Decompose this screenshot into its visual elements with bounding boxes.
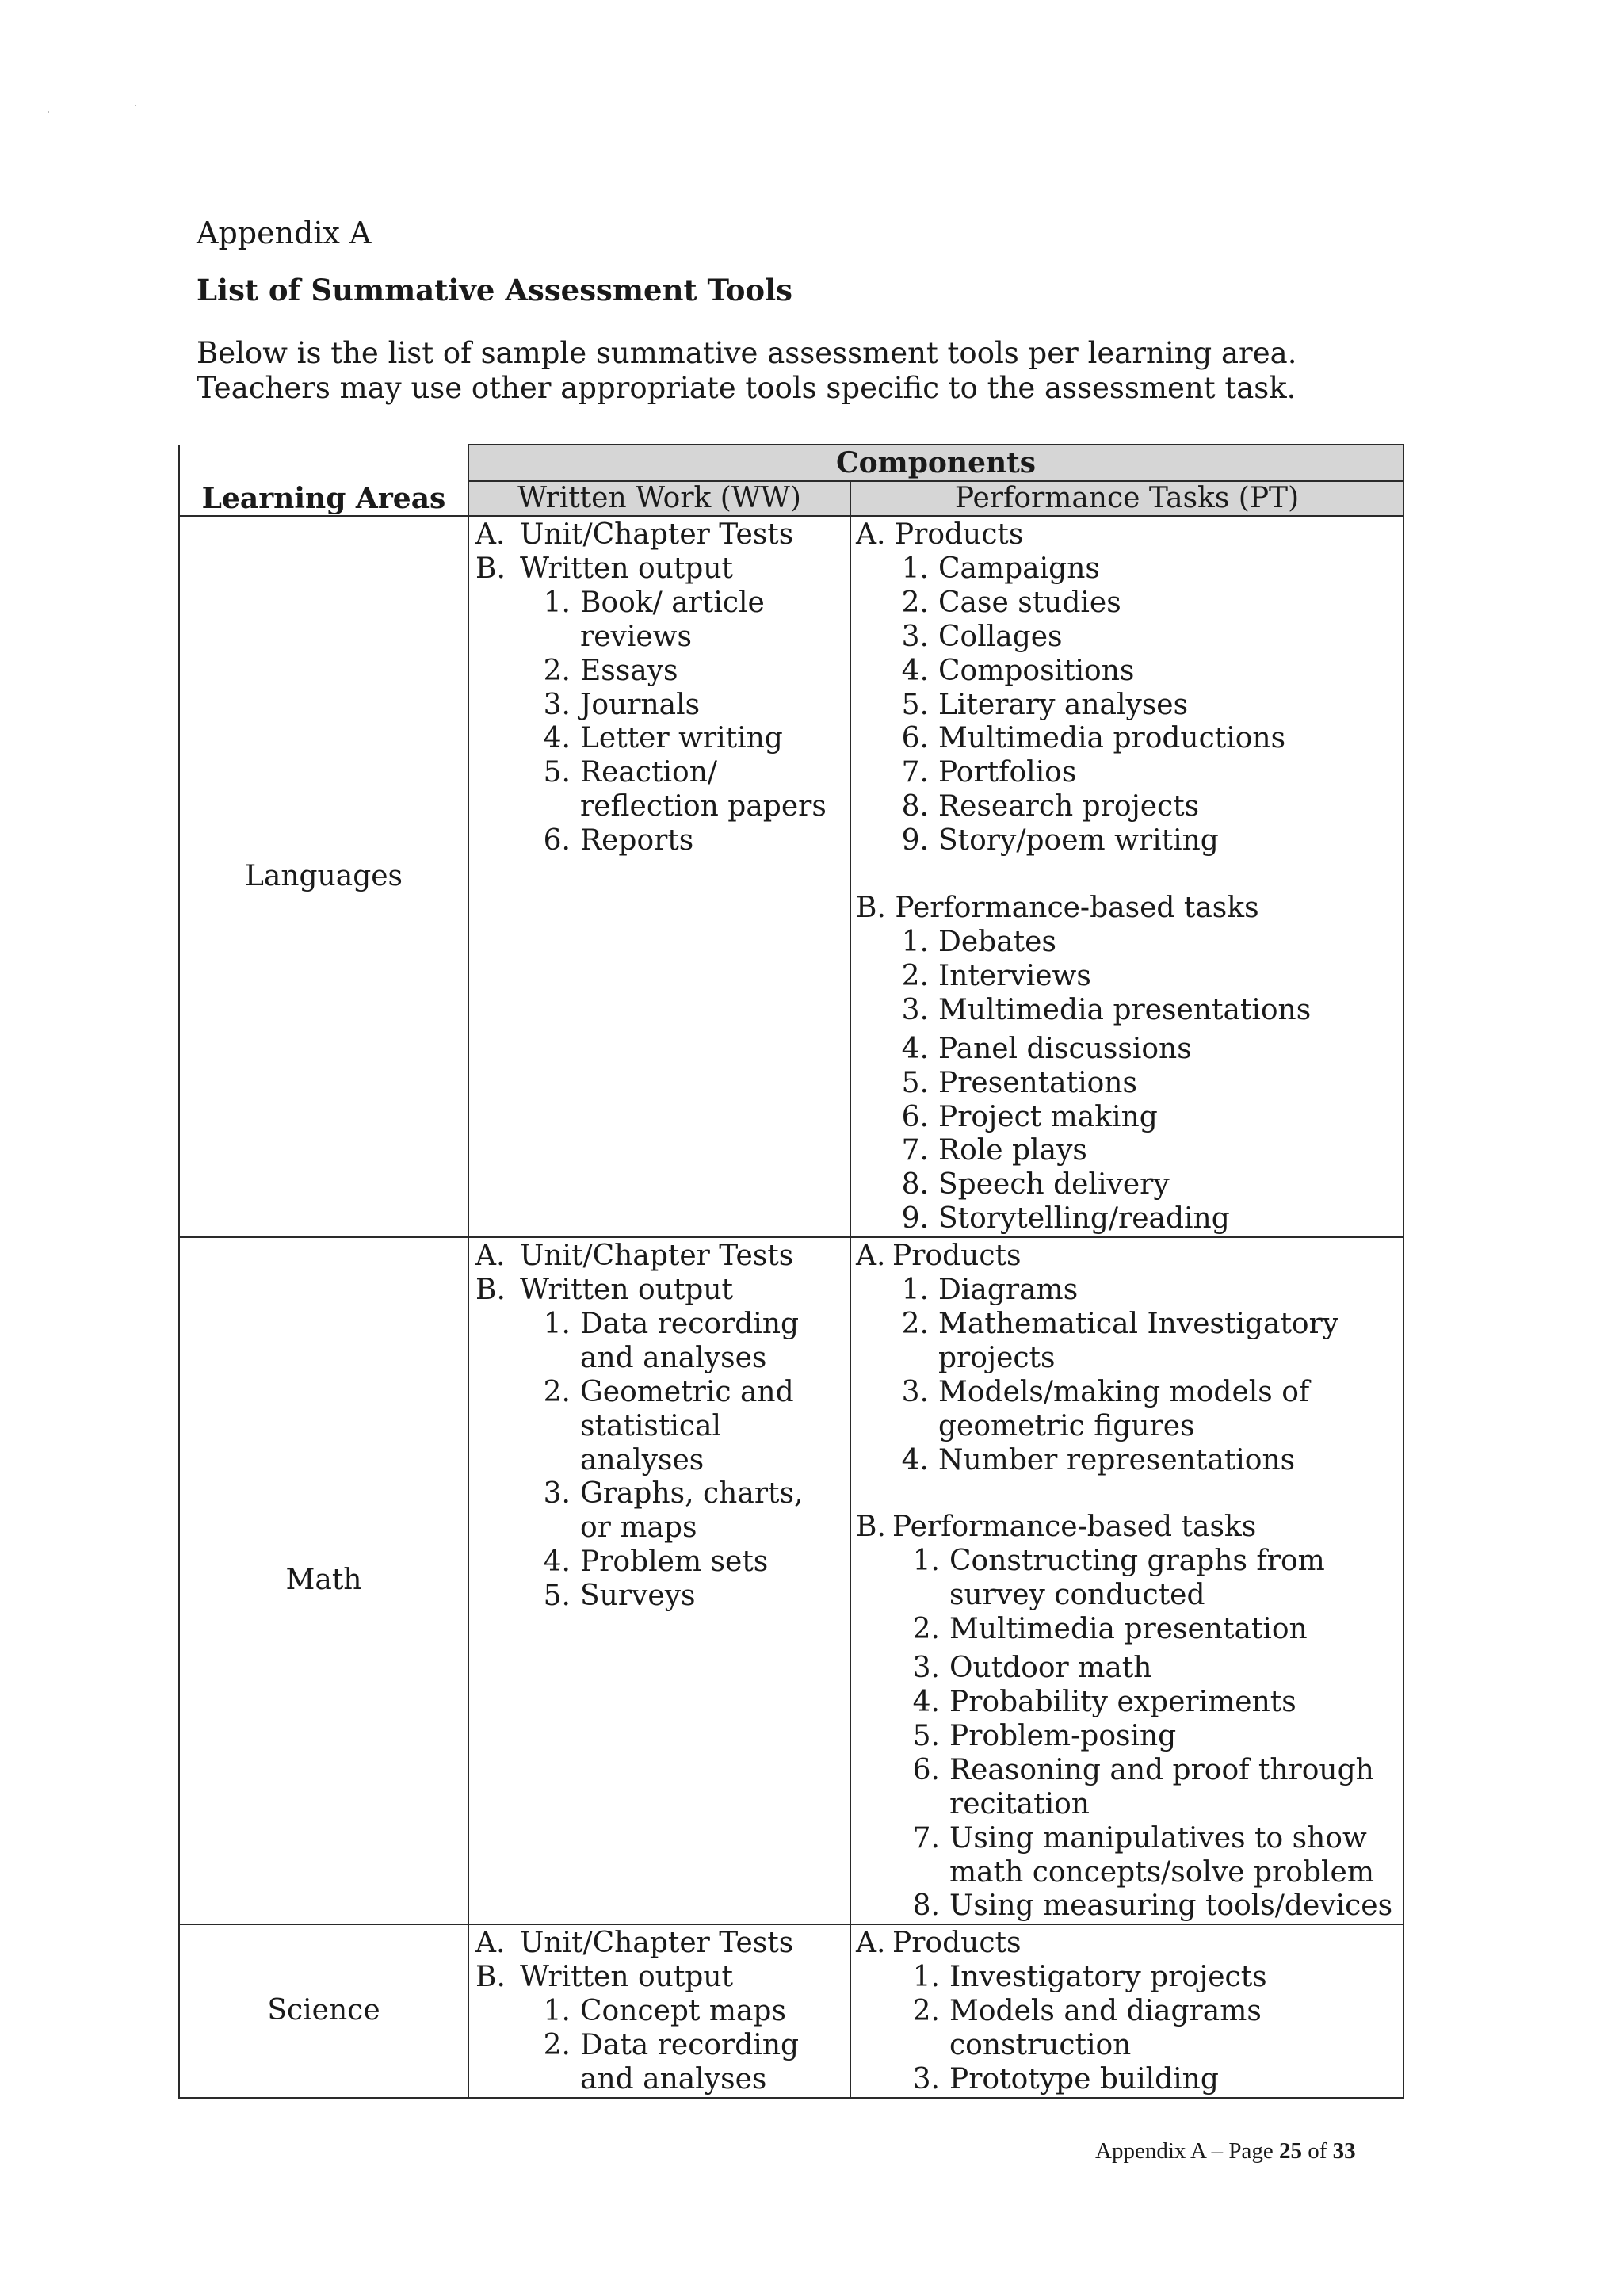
list-item: Unit/Chapter Tests bbox=[520, 1927, 794, 1960]
intro-line: Below is the list of sample summative assessment tools per learning area. bbox=[197, 336, 1297, 370]
list-item: Written output bbox=[520, 552, 733, 585]
list-marker: 5. bbox=[543, 1580, 571, 1613]
performance-tasks-cell bbox=[850, 1237, 1403, 1924]
list-item-continued: or maps bbox=[580, 1511, 697, 1545]
list-item-continued: and analyses bbox=[580, 1341, 767, 1374]
list-marker: 3. bbox=[543, 688, 571, 721]
list-marker: 4. bbox=[543, 1545, 571, 1579]
list-item: Investigatory projects bbox=[949, 1961, 1267, 1994]
list-marker: 1. bbox=[912, 1545, 940, 1578]
list-item: Using measuring tools/devices bbox=[949, 1889, 1393, 1923]
list-item: Interviews bbox=[938, 959, 1091, 992]
list-item: Data recording bbox=[580, 1307, 800, 1340]
footer-page-total: 33 bbox=[1332, 2138, 1356, 2164]
table-row bbox=[179, 516, 1403, 1237]
list-item: Book/ article bbox=[580, 586, 765, 619]
header-written-work: Written Work (WW) bbox=[468, 481, 850, 516]
written-work-cell bbox=[468, 1924, 850, 2098]
list-item: Multimedia presentations bbox=[938, 993, 1312, 1026]
list-item: Graphs, charts, bbox=[580, 1477, 804, 1511]
list-marker: 1. bbox=[901, 1274, 929, 1307]
list-marker: 1. bbox=[543, 1995, 571, 2028]
list-item: Reports bbox=[580, 824, 694, 858]
list-item-continued: recitation bbox=[949, 1787, 1090, 1820]
list-item: Campaigns bbox=[938, 552, 1100, 585]
list-item: Using manipulatives to show bbox=[949, 1821, 1367, 1855]
list-item: Case studies bbox=[938, 586, 1121, 619]
list-item: Problem-posing bbox=[949, 1719, 1177, 1752]
list-marker: 9. bbox=[901, 1202, 929, 1236]
list-marker: 7. bbox=[901, 756, 929, 789]
list-marker: 3. bbox=[912, 1652, 940, 1685]
list-item: Mathematical Investigatory bbox=[938, 1307, 1339, 1340]
list-item: Models and diagrams bbox=[949, 1995, 1262, 2028]
list-marker: B. bbox=[475, 1274, 506, 1307]
list-marker: 3. bbox=[901, 1375, 929, 1408]
header-components: Components bbox=[468, 445, 1403, 481]
list-item: Debates bbox=[938, 925, 1056, 958]
list-item: Panel discussions bbox=[938, 1032, 1192, 1065]
list-marker: A. bbox=[475, 518, 506, 551]
table-header-row bbox=[179, 445, 1403, 481]
list-marker: 6. bbox=[543, 824, 571, 858]
list-marker: 2. bbox=[901, 1307, 929, 1340]
list-item: Problem sets bbox=[580, 1545, 769, 1579]
list-item-continued: statistical bbox=[580, 1409, 721, 1442]
list-marker: 2. bbox=[901, 959, 929, 992]
list-item: Surveys bbox=[580, 1580, 696, 1613]
list-item: Unit/Chapter Tests bbox=[520, 1240, 794, 1273]
list-marker: 4. bbox=[543, 722, 571, 755]
list-item: Speech delivery bbox=[938, 1168, 1170, 1201]
list-marker: 3. bbox=[912, 2062, 940, 2095]
list-item: Models/making models of bbox=[938, 1375, 1310, 1408]
list-item: Essays bbox=[580, 654, 678, 687]
list-marker: 7. bbox=[901, 1134, 929, 1167]
list-item-continued: analyses bbox=[580, 1443, 705, 1477]
list-item: Prototype building bbox=[949, 2062, 1219, 2095]
list-item-continued: projects bbox=[938, 1341, 1056, 1374]
list-item: Compositions bbox=[938, 654, 1135, 687]
list-marker: 1. bbox=[901, 925, 929, 958]
list-marker: 2. bbox=[912, 1613, 940, 1646]
table-row bbox=[179, 1924, 1403, 2098]
list-item: Collages bbox=[938, 620, 1063, 653]
list-item: Storytelling/reading bbox=[938, 1202, 1230, 1236]
footer-of: of bbox=[1302, 2138, 1333, 2164]
list-marker: B. bbox=[856, 1511, 886, 1544]
list-item: Written output bbox=[520, 1274, 733, 1307]
footer-page-number: 25 bbox=[1279, 2138, 1302, 2164]
list-item-continued: reviews bbox=[580, 620, 692, 653]
performance-tasks-cell bbox=[850, 516, 1403, 1237]
list-marker: 6. bbox=[912, 1753, 940, 1786]
list-item: Journals bbox=[580, 688, 701, 721]
list-marker: 7. bbox=[912, 1821, 940, 1855]
table-row bbox=[179, 1237, 1403, 1924]
list-marker: 3. bbox=[543, 1477, 571, 1511]
document-title: List of Summative Assessment Tools bbox=[197, 273, 792, 308]
section-heading: Products bbox=[892, 1927, 1022, 1960]
scan-speck bbox=[135, 105, 136, 106]
list-marker: 8. bbox=[901, 1168, 929, 1201]
list-marker: 5. bbox=[543, 756, 571, 789]
written-work-cell bbox=[468, 516, 850, 1237]
list-item: Multimedia presentation bbox=[949, 1613, 1308, 1646]
list-marker: 5. bbox=[901, 688, 929, 721]
list-item: Role plays bbox=[938, 1134, 1087, 1167]
learning-area-name: Science bbox=[267, 1994, 380, 2027]
list-marker: 1. bbox=[543, 586, 571, 619]
list-marker: 8. bbox=[901, 790, 929, 823]
list-item: Portfolios bbox=[938, 756, 1077, 789]
section-heading: Performance-based tasks bbox=[892, 1511, 1257, 1544]
assessment-tools-table bbox=[178, 444, 1404, 2099]
list-item: Number representations bbox=[938, 1443, 1296, 1477]
section-heading: B. Performance-based tasks bbox=[856, 892, 1259, 925]
list-marker: 3. bbox=[901, 620, 929, 653]
learning-area-name: Math bbox=[285, 1564, 362, 1597]
list-marker: 2. bbox=[901, 586, 929, 619]
section-heading: A. Products bbox=[856, 518, 1024, 551]
list-marker: 2. bbox=[543, 1375, 571, 1408]
list-marker: 4. bbox=[912, 1686, 940, 1718]
list-item: Presentations bbox=[938, 1066, 1137, 1099]
list-item: Constructing graphs from bbox=[949, 1545, 1325, 1578]
list-marker: 2. bbox=[543, 654, 571, 687]
list-marker: 2. bbox=[543, 2029, 571, 2062]
list-item: Multimedia productions bbox=[938, 722, 1286, 755]
list-marker: 5. bbox=[901, 1066, 929, 1099]
list-item-continued: reflection papers bbox=[580, 790, 827, 823]
learning-area-name: Languages bbox=[244, 859, 403, 892]
list-item: Written output bbox=[520, 1961, 733, 1994]
intro-line: Teachers may use other appropriate tools specific to the assessment task. bbox=[197, 371, 1296, 405]
list-marker: 4. bbox=[901, 1443, 929, 1477]
list-item: Project making bbox=[938, 1100, 1158, 1133]
list-marker: 8. bbox=[912, 1889, 940, 1923]
list-item: Concept maps bbox=[580, 1995, 786, 2028]
list-item: Story/poem writing bbox=[938, 824, 1219, 858]
list-item-continued: survey conducted bbox=[949, 1579, 1205, 1612]
list-marker: A. bbox=[475, 1927, 506, 1960]
list-marker: 1. bbox=[901, 552, 929, 585]
page-footer bbox=[1095, 2138, 1356, 2164]
list-marker: 4. bbox=[901, 1032, 929, 1065]
footer-prefix: Appendix A – Page bbox=[1095, 2138, 1279, 2164]
written-work-cell bbox=[468, 1237, 850, 1924]
list-item: Reaction/ bbox=[580, 756, 718, 789]
list-item: Reasoning and proof through bbox=[949, 1753, 1374, 1786]
header-performance-tasks: Performance Tasks (PT) bbox=[850, 481, 1403, 516]
performance-tasks-cell bbox=[850, 1924, 1403, 2098]
intro-paragraph bbox=[197, 336, 1465, 406]
list-item: Unit/Chapter Tests bbox=[520, 518, 794, 551]
list-item: Probability experiments bbox=[949, 1686, 1296, 1718]
list-item-continued: construction bbox=[949, 2029, 1132, 2062]
list-item: Data recording bbox=[580, 2029, 800, 2062]
list-marker: 1. bbox=[543, 1307, 571, 1340]
list-item-continued: math concepts/solve problem bbox=[949, 1855, 1374, 1889]
list-marker: 3. bbox=[901, 993, 929, 1026]
list-marker: A. bbox=[856, 1927, 886, 1960]
list-item: Literary analyses bbox=[938, 688, 1189, 721]
list-marker: 5. bbox=[912, 1719, 940, 1752]
list-item-continued: geometric figures bbox=[938, 1409, 1195, 1442]
list-marker: A. bbox=[475, 1240, 506, 1273]
list-marker: 1. bbox=[912, 1961, 940, 1994]
list-marker: 9. bbox=[901, 824, 929, 858]
list-item-continued: and analyses bbox=[580, 2062, 767, 2095]
list-marker: A. bbox=[856, 1240, 886, 1273]
learning-area-cell bbox=[179, 516, 468, 1237]
list-marker: B. bbox=[475, 552, 506, 585]
appendix-label: Appendix A bbox=[197, 216, 372, 250]
learning-area-cell bbox=[179, 1237, 468, 1924]
list-item: Letter writing bbox=[580, 722, 783, 755]
list-item: Geometric and bbox=[580, 1375, 794, 1408]
header-learning-areas: Learning Areas bbox=[179, 445, 468, 516]
list-item: Diagrams bbox=[938, 1274, 1079, 1307]
list-marker: 6. bbox=[901, 1100, 929, 1133]
learning-area-cell bbox=[179, 1924, 468, 2098]
list-item: Research projects bbox=[938, 790, 1200, 823]
list-marker: 4. bbox=[901, 654, 929, 687]
list-marker: 2. bbox=[912, 1995, 940, 2028]
scan-speck bbox=[48, 111, 49, 113]
list-marker: B. bbox=[475, 1961, 506, 1994]
list-marker: 6. bbox=[901, 722, 929, 755]
section-heading: Products bbox=[892, 1240, 1022, 1273]
list-item: Outdoor math bbox=[949, 1652, 1152, 1685]
